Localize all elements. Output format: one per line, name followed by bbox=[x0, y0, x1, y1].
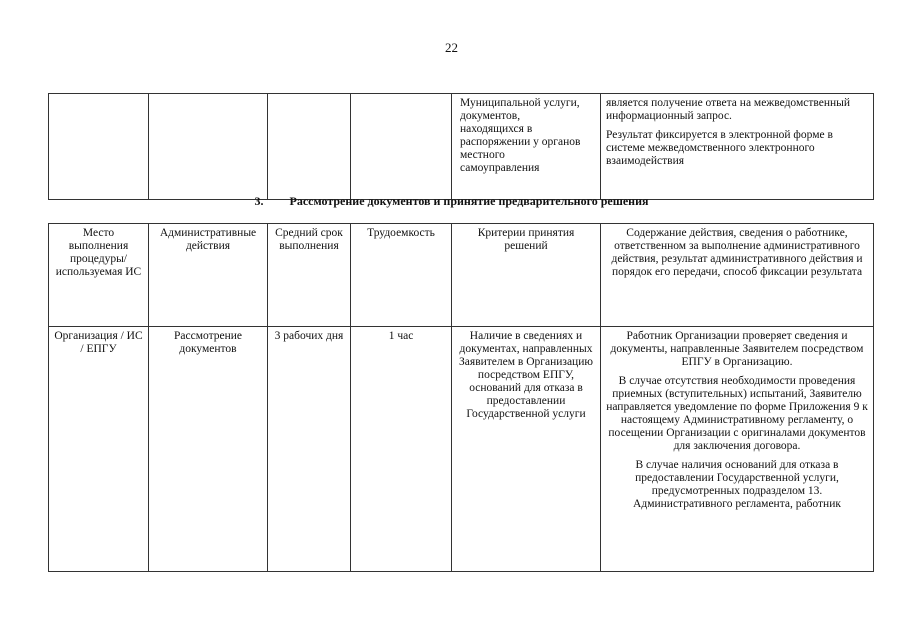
cell-labor: 1 час bbox=[351, 327, 452, 572]
empty-cell bbox=[351, 94, 452, 200]
section-title: Рассмотрение документов и принятие предварительного решения bbox=[289, 194, 649, 208]
content-paragraph: В случае наличия оснований для отказа в предоставлении Государственной услуги, предусмотренных подразделом 13. Административного регламента, работник bbox=[633, 459, 841, 510]
content-paragraph: является получение ответа на межведомственный информационный запрос. bbox=[606, 97, 851, 122]
criteria-line: находящихся в bbox=[460, 123, 533, 135]
page-number: 22 bbox=[445, 40, 458, 55]
procedure-table bbox=[48, 223, 874, 572]
section-number: 3. bbox=[254, 194, 264, 208]
cell-action: Рассмотрение документов bbox=[149, 327, 268, 572]
section-heading bbox=[0, 194, 903, 208]
content-paragraph: В случае отсутствия необходимости проведения приемных (вступительных) испытаний, Заявителю направляется уведомление по форме Приложения 9 к настоящему Административному регламенту, о посещении Организации с оригиналами документов для заключения договора. bbox=[606, 375, 868, 452]
cell-content bbox=[601, 327, 874, 572]
criteria-line: Муниципальной услуги, bbox=[460, 97, 580, 109]
header-content: Содержание действия, сведения о работнике, ответственном за выполнение административного действия, результат административного действия и порядок его передачи, способ фиксации результата bbox=[601, 224, 874, 327]
content-paragraph: Работник Организации проверяет сведения и документы, направленные Заявителем посредством ЕПГУ в Организацию. bbox=[610, 330, 864, 368]
content-paragraph: Результат фиксируется в электронной форме в системе межведомственного электронного взаимодействия bbox=[606, 129, 833, 167]
header-place: Место выполнения процедуры/используемая ИС bbox=[49, 224, 149, 327]
criteria-line: самоуправления bbox=[460, 162, 540, 174]
cell-term: 3 рабочих дня bbox=[268, 327, 351, 572]
table-row bbox=[49, 94, 874, 200]
header-actions: Административные действия bbox=[149, 224, 268, 327]
header-term: Средний срок выполнения bbox=[268, 224, 351, 327]
header-labor: Трудоемкость bbox=[351, 224, 452, 327]
continued-table bbox=[48, 93, 874, 200]
cell-place: Организация / ИС / ЕПГУ bbox=[49, 327, 149, 572]
criteria-line: документов, bbox=[460, 110, 521, 122]
table-header-row bbox=[49, 224, 874, 327]
header-criteria: Критерии принятия решений bbox=[452, 224, 601, 327]
criteria-cell bbox=[452, 94, 601, 200]
table-row bbox=[49, 327, 874, 572]
cell-criteria: Наличие в сведениях и документах, направленных Заявителем в Организацию посредством ЕПГУ, оснований для отказа в предоставлении Государственной услуги bbox=[452, 327, 601, 572]
criteria-line: распоряжении у органов bbox=[460, 136, 581, 148]
empty-cell bbox=[268, 94, 351, 200]
criteria-line: местного bbox=[460, 149, 505, 161]
empty-cell bbox=[49, 94, 149, 200]
empty-cell bbox=[149, 94, 268, 200]
content-cell bbox=[601, 94, 874, 200]
